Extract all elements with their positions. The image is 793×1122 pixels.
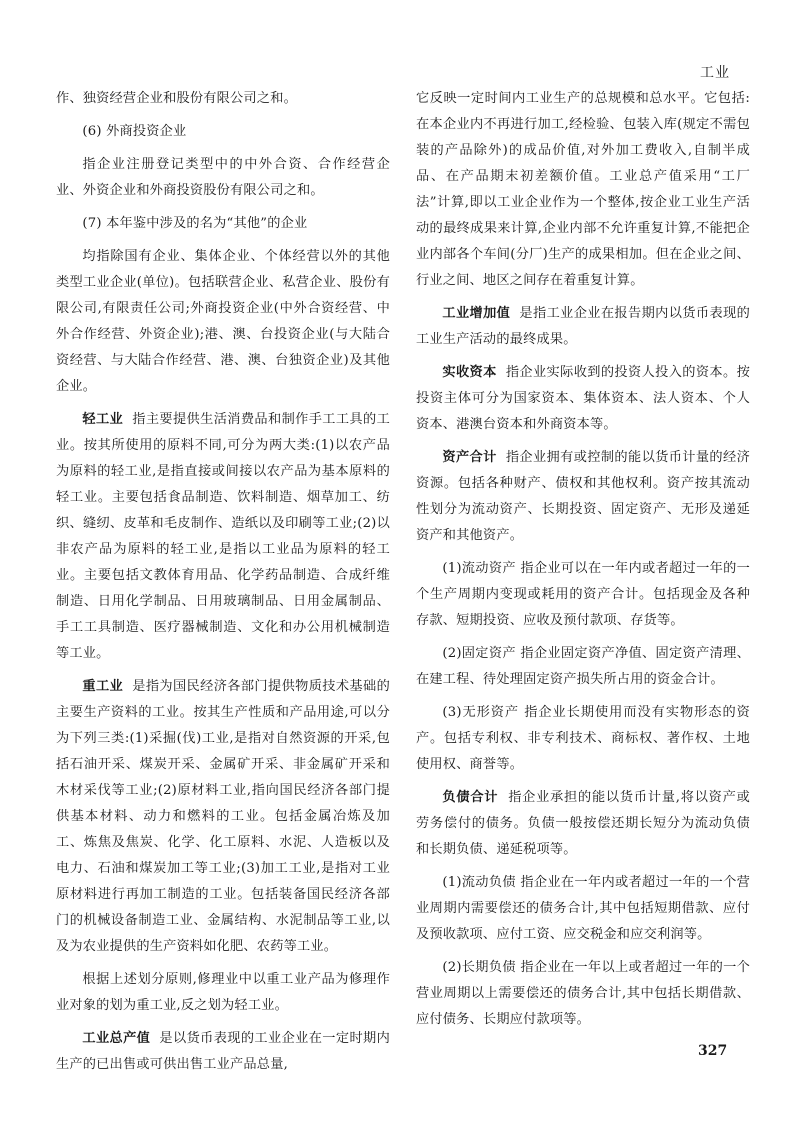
paragraph: 指企业注册登记类型中的中外合资、合作经营企业、外资企业和外商投资股份有限公司之和。 <box>56 157 390 198</box>
right-column <box>416 86 750 1040</box>
definition-paragraph <box>56 674 390 960</box>
term-label: 资产合计 <box>442 450 497 465</box>
definition-paragraph <box>416 301 750 353</box>
term-label: 重工业 <box>82 679 124 694</box>
term-label: 轻工业 <box>82 412 124 427</box>
definition-paragraph <box>416 785 750 863</box>
running-header: 工业 <box>700 65 730 81</box>
paragraph: 作、独资经营企业和股份有限公司之和。 <box>56 91 297 106</box>
definition-paragraph <box>416 445 750 549</box>
definition-paragraph <box>56 1026 390 1078</box>
definition-text: 指企业实际收到的投资人投入的资本。按投资主体可分为国家资本、集体资本、法人资本、个人资本、港澳台资本和外商资本等。 <box>416 365 750 432</box>
paragraph: (1)流动资产 指企业可以在一年内或者超过一年的一个生产周期内变现或耗用的资产合计。包括现金及各种存款、短期投资、应收及预付款项、存货等。 <box>416 561 750 628</box>
definition-text: 是指工业企业在报告期内以货币表现的工业生产活动的最终成果。 <box>416 306 750 347</box>
paragraph: (2)长期负债 指企业在一年以上或者超过一年的一个营业周期以上需要偿还的债务合计,其中包括长期借款、应付债务、长期应付款项等。 <box>416 960 750 1027</box>
paragraph: 根据上述划分原则,修理业中以重工业产品为修理作业对象的划为重工业,反之划为轻工业。 <box>56 972 390 1013</box>
definition-text: 是以货币表现的工业企业在一定时期内生产的已出售或可供出售工业产品总量, <box>56 1031 390 1072</box>
definition-paragraph <box>56 407 390 667</box>
paragraph: 均指除国有企业、集体企业、个体经营以外的其他类型工业企业(单位)。包括联营企业、私营企业、股份有限公司,有限责任公司;外商投资企业(中外合资经营、中外合作经营、外资企业);港、澳、台投资企业(与大陆合资经营、与大陆合作经营、港、澳、台独资企业)及其他企业。 <box>56 249 390 394</box>
subheading: (7) 本年鉴中涉及的名为“其他”的企业 <box>82 216 308 231</box>
subheading: (6) 外商投资企业 <box>82 124 187 139</box>
definition-text: 是指为国民经济各部门提供物质技术基础的主要生产资料的工业。按其生产性质和产品用途,可以分为下列三类:(1)采掘(伐)工业,是指对自然资源的开采,包括石油开采、煤炭开采、金属矿开采、非金属矿开采和木材采伐等工业;(2)原材料工业,指向国民经济各部门提供基本材料、动力和燃料的工业。包括金属冶炼及加工、炼焦及焦炭、化学、化工原料、水泥、人造板以及电力、石油和煤炭加工等工业;(3)加工工业,是指对工业原材料进行再加工制造的工业。包括装备国民经济各部门的机械设备制造工业、金属结构、水泥制品等工业,以及为农业提供的生产资料如化肥、农药等工业。 <box>56 679 390 954</box>
left-column <box>56 86 390 1085</box>
paragraph: (1)流动负债 指企业在一年内或者超过一年的一个营业周期内需要偿还的债务合计,其中包括短期借款、应付及预收款项、应付工资、应交税金和应交利润等。 <box>416 875 750 942</box>
definition-text: 指企业拥有或控制的能以货币计量的经济资源。包括各种财产、债权和其他权利。资产按其流动性划分为流动资产、长期投资、固定资产、无形及递延资产和其他资产。 <box>416 450 750 543</box>
term-label: 工业总产值 <box>82 1031 151 1046</box>
term-label: 负债合计 <box>442 790 499 805</box>
paragraph: 它反映一定时间内工业生产的总规模和总水平。它包括:在本企业内不再进行加工,经检验、包装入库(规定不需包装的产品除外)的成品价值,对外加工费收入,自制半成品、在产品期末初差额价值。工业总产值采用“工厂法”计算,即以工业企业作为一个整体,按企业工业生产活动的最终成果来计算,企业内部不允许重复计算,不能把企业内部各个车间(分厂)生产的成果相加。但在企业之间、行业之间、地区之间存在着重复计算。 <box>416 91 750 288</box>
term-label: 工业增加值 <box>442 306 511 321</box>
definition-paragraph <box>416 360 750 438</box>
page-number: 327 <box>698 1043 728 1059</box>
definition-text: 指主要提供生活消费品和制作手工工具的工业。按其所使用的原料不同,可分为两大类:(1)以农产品为原料的轻工业,是指直接或间接以农产品为基本原料的轻工业。主要包括食品制造、饮料制造、烟草加工、纺织、缝纫、皮革和毛皮制作、造纸以及印刷等工业;(2)以非农产品为原料的轻工业,是指以工业品为原料的轻工业。主要包括文教体育用品、化学药品制造、合成纤维制造、日用化学制品、日用玻璃制品、日用金属制品、手工工具制造、医疗器械制造、文化和办公用机械制造等工业。 <box>56 412 390 661</box>
term-label: 实收资本 <box>442 365 497 380</box>
definition-text: 指企业承担的能以货币计量,将以资产或劳务偿付的债务。负债一般按偿还期长短分为流动负债和长期负债、递延税项等。 <box>416 790 750 857</box>
paragraph: (3)无形资产 指企业长期使用而没有实物形态的资产。包括专利权、非专利技术、商标权、著作权、土地使用权、商誉等。 <box>416 705 750 772</box>
paragraph: (2)固定资产 指企业固定资产净值、固定资产清理、在建工程、待处理固定资产损失所占用的资金合计。 <box>416 646 750 687</box>
